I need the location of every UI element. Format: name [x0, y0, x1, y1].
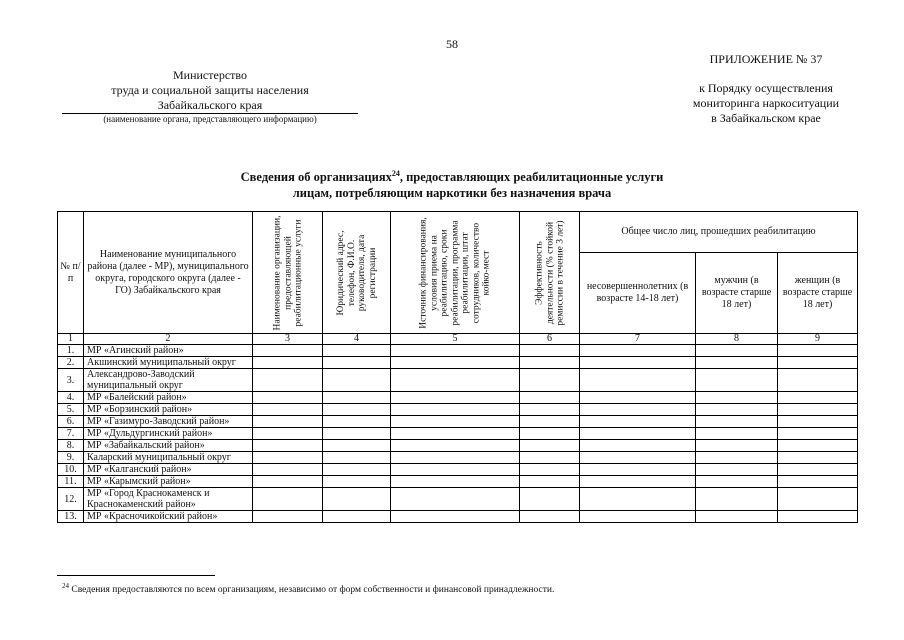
table-row	[58, 511, 858, 523]
empty-cell	[520, 476, 580, 488]
empty-cell	[323, 416, 391, 428]
header-women: женщин (в возрасте старше 18 лет)	[778, 253, 858, 334]
header-men: мужчин (в возрасте старше 18 лет)	[696, 253, 778, 334]
footnote-text: Сведения предоставляются по всем организациям, независимо от форм собственности и финансовой принадлежности.	[71, 585, 555, 595]
ministry-line: труда и социальной защиты населения	[111, 83, 309, 97]
row-municipality-name: Акшинский муниципальный округ	[84, 357, 253, 369]
row-municipality-name: МР «Калганский район»	[84, 464, 253, 476]
row-municipality-name: МР «Агинский район»	[84, 345, 253, 357]
appendix-block	[656, 52, 876, 126]
row-index: 12.	[58, 488, 84, 511]
empty-cell	[696, 452, 778, 464]
empty-cell	[391, 488, 520, 511]
empty-cell	[391, 345, 520, 357]
empty-cell	[696, 488, 778, 511]
column-number: 9	[778, 334, 858, 345]
row-index: 1.	[58, 345, 84, 357]
empty-cell	[520, 416, 580, 428]
row-municipality-name: МР «Дульдургинский район»	[84, 428, 253, 440]
appendix-line: в Забайкальском крае	[711, 111, 821, 125]
header-address-text: Юридический адрес, телефон, Ф.И.О. руководителя, дата регистрации	[335, 230, 377, 315]
row-municipality-name: МР «Балейский район»	[84, 392, 253, 404]
row-index: 11.	[58, 476, 84, 488]
column-number: 7	[580, 334, 696, 345]
empty-cell	[778, 452, 858, 464]
title-line-1	[0, 166, 904, 185]
title-text: Сведения об организациях	[240, 170, 392, 184]
column-numbers-row	[58, 334, 858, 345]
header-organization	[253, 212, 323, 334]
table-body	[58, 345, 858, 523]
title-line-2: лицам, потребляющим наркотики без назначения врача	[292, 186, 612, 200]
title-footnote-mark: 24	[391, 169, 400, 178]
empty-cell	[520, 428, 580, 440]
empty-cell	[778, 488, 858, 511]
empty-cell	[580, 464, 696, 476]
empty-cell	[323, 452, 391, 464]
empty-cell	[580, 357, 696, 369]
empty-cell	[253, 464, 323, 476]
row-municipality-name: МР «Город Краснокаменск и Краснокаменский район»	[84, 488, 253, 511]
row-municipality-name: МР «Красночикойский район»	[84, 511, 253, 523]
row-index: 2.	[58, 357, 84, 369]
table-row	[58, 369, 858, 392]
empty-cell	[580, 392, 696, 404]
ministry-line: Министерство	[173, 68, 247, 82]
column-number: 5	[391, 334, 520, 345]
header-municipality: Наименование муниципального района (далее - МР), муниципального округа, городского округа (далее - ГО) Забайкальского края	[84, 212, 253, 334]
empty-cell	[580, 452, 696, 464]
empty-cell	[323, 345, 391, 357]
row-municipality-name: МР «Газимуро-Заводский район»	[84, 416, 253, 428]
empty-cell	[253, 452, 323, 464]
table-row	[58, 440, 858, 452]
empty-cell	[696, 345, 778, 357]
empty-cell	[253, 369, 323, 392]
table-row	[58, 416, 858, 428]
empty-cell	[580, 440, 696, 452]
empty-cell	[696, 416, 778, 428]
title-text: , предоставляющих реабилитационные услуги	[399, 170, 664, 184]
empty-cell	[520, 464, 580, 476]
table-row	[58, 357, 858, 369]
header-rehabilitated-total: Общее число лиц, прошедших реабилитацию	[580, 212, 858, 253]
empty-cell	[253, 357, 323, 369]
empty-cell	[391, 357, 520, 369]
header-organization-text: Наименование организации, предоставляющей реабилитационные услуги	[271, 215, 303, 330]
table-row	[58, 345, 858, 357]
empty-cell	[323, 440, 391, 452]
column-number: 8	[696, 334, 778, 345]
organizations-table	[57, 211, 858, 523]
table-row	[58, 428, 858, 440]
empty-cell	[253, 345, 323, 357]
empty-cell	[253, 428, 323, 440]
header-minors: несовершеннолетних (в возрасте 14-18 лет)	[580, 253, 696, 334]
empty-cell	[391, 404, 520, 416]
empty-cell	[391, 440, 520, 452]
empty-cell	[696, 428, 778, 440]
ministry-line: Забайкальского края	[157, 98, 263, 112]
appendix-number: ПРИЛОЖЕНИЕ № 37	[709, 52, 823, 66]
empty-cell	[580, 345, 696, 357]
column-number: 2	[84, 334, 253, 345]
header-efficiency-text: Эффективность деятельности (% стойкой ремиссии в течение 3 лет)	[533, 219, 565, 326]
empty-cell	[391, 369, 520, 392]
empty-cell	[778, 416, 858, 428]
footnote-mark: 24	[62, 582, 69, 590]
empty-cell	[323, 392, 391, 404]
empty-cell	[253, 476, 323, 488]
empty-cell	[696, 357, 778, 369]
empty-cell	[253, 511, 323, 523]
empty-cell	[580, 369, 696, 392]
row-index: 8.	[58, 440, 84, 452]
empty-cell	[778, 392, 858, 404]
empty-cell	[696, 392, 778, 404]
empty-cell	[778, 357, 858, 369]
ministry-caption: (наименование органа, представляющего информацию)	[103, 114, 317, 124]
column-number: 1	[58, 334, 84, 345]
header-address	[323, 212, 391, 334]
table-row	[58, 476, 858, 488]
empty-cell	[778, 404, 858, 416]
empty-cell	[778, 345, 858, 357]
empty-cell	[520, 440, 580, 452]
row-municipality-name: Александрово-Заводский муниципальный округ	[84, 369, 253, 392]
empty-cell	[323, 428, 391, 440]
row-municipality-name: МР «Борзинский район»	[84, 404, 253, 416]
empty-cell	[323, 476, 391, 488]
header-index: № п/п	[58, 212, 84, 334]
empty-cell	[520, 488, 580, 511]
empty-cell	[391, 392, 520, 404]
empty-cell	[778, 440, 858, 452]
empty-cell	[696, 404, 778, 416]
empty-cell	[520, 452, 580, 464]
table-row	[58, 464, 858, 476]
empty-cell	[696, 511, 778, 523]
empty-cell	[520, 357, 580, 369]
row-index: 4.	[58, 392, 84, 404]
empty-cell	[696, 369, 778, 392]
empty-cell	[520, 345, 580, 357]
column-number: 3	[253, 334, 323, 345]
table-row	[58, 488, 858, 511]
row-index: 5.	[58, 404, 84, 416]
empty-cell	[778, 428, 858, 440]
footnote	[62, 582, 554, 595]
empty-cell	[391, 464, 520, 476]
empty-cell	[520, 392, 580, 404]
empty-cell	[253, 392, 323, 404]
empty-cell	[391, 428, 520, 440]
row-municipality-name: МР «Карымский район»	[84, 476, 253, 488]
row-index: 10.	[58, 464, 84, 476]
table-row	[58, 392, 858, 404]
empty-cell	[323, 404, 391, 416]
empty-cell	[323, 357, 391, 369]
empty-cell	[253, 488, 323, 511]
row-index: 7.	[58, 428, 84, 440]
row-index: 3.	[58, 369, 84, 392]
empty-cell	[580, 476, 696, 488]
empty-cell	[580, 428, 696, 440]
empty-cell	[696, 440, 778, 452]
appendix-line: мониторинга наркоситуации	[692, 96, 840, 110]
empty-cell	[391, 452, 520, 464]
column-number: 4	[323, 334, 391, 345]
row-index: 13.	[58, 511, 84, 523]
row-municipality-name: Каларский муниципальный округ	[84, 452, 253, 464]
row-index: 9.	[58, 452, 84, 464]
page-number: 58	[446, 37, 458, 51]
header-financing	[391, 212, 520, 334]
empty-cell	[520, 369, 580, 392]
empty-cell	[696, 464, 778, 476]
empty-cell	[391, 511, 520, 523]
empty-cell	[253, 416, 323, 428]
empty-cell	[520, 404, 580, 416]
empty-cell	[580, 416, 696, 428]
table-row	[58, 452, 858, 464]
empty-cell	[778, 464, 858, 476]
footnote-separator	[57, 575, 215, 576]
empty-cell	[391, 416, 520, 428]
empty-cell	[323, 369, 391, 392]
ministry-block	[60, 68, 360, 125]
appendix-line: к Порядку осуществления	[699, 81, 833, 95]
empty-cell	[580, 511, 696, 523]
header-efficiency	[520, 212, 580, 334]
empty-cell	[323, 464, 391, 476]
row-index: 6.	[58, 416, 84, 428]
empty-cell	[391, 476, 520, 488]
empty-cell	[580, 488, 696, 511]
column-number: 6	[520, 334, 580, 345]
row-municipality-name: МР «Забайкальский район»	[84, 440, 253, 452]
empty-cell	[778, 476, 858, 488]
empty-cell	[520, 511, 580, 523]
header-financing-text: Источник финансирования, условия приема на реабилитацию, сроки реабилитации, программа реабилитации, штат сотрудников, количество койко-мест	[418, 216, 492, 329]
empty-cell	[323, 511, 391, 523]
empty-cell	[696, 476, 778, 488]
empty-cell	[778, 511, 858, 523]
empty-cell	[253, 404, 323, 416]
document-title	[0, 166, 904, 201]
empty-cell	[778, 369, 858, 392]
empty-cell	[580, 404, 696, 416]
empty-cell	[253, 440, 323, 452]
empty-cell	[323, 488, 391, 511]
table-row	[58, 404, 858, 416]
